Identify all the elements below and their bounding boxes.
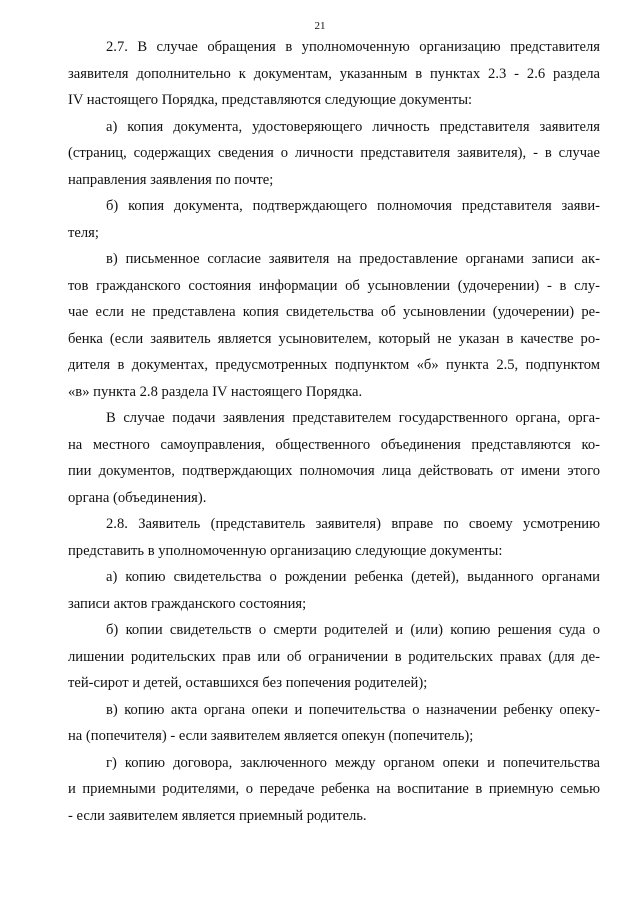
text-line: в) письменное согласие заявителя на предоставление органами записи ак- xyxy=(106,251,600,267)
paragraph-2-8-b xyxy=(68,617,600,697)
text-line: б) копия документа, подтверждающего полномочия представителя заяви- xyxy=(106,198,600,214)
text-line: органа (объединения). xyxy=(68,489,207,506)
text-line: в) копию акта органа опеки и попечительства о назначении ребенку опеку- xyxy=(106,701,600,718)
text-line: на местного самоуправления, общественного объединения представляются ко- xyxy=(68,436,600,453)
paragraph-2-7-b xyxy=(68,193,600,246)
text-line: В случае подачи заявления представителем государственного органа, орга- xyxy=(106,410,600,426)
text-line: заявителя дополнительно к документам, указанным в пунктах 2.3 - 2.6 раздела xyxy=(68,65,600,82)
document-body xyxy=(68,34,600,829)
text-line: направления заявления по почте; xyxy=(68,171,274,188)
text-line: б) копии свидетельств о смерти родителей и (или) копию решения суда о xyxy=(106,622,600,638)
text-line: (страниц, содержащих сведения о личности представителя заявителя), - в случае xyxy=(68,145,600,161)
text-line: записи актов гражданского состояния; xyxy=(68,595,307,612)
text-line: г) копию договора, заключенного между органом опеки и попечительства xyxy=(106,754,600,771)
text-line: и приемными родителями, о передаче ребенка на воспитание в приемную семью xyxy=(68,781,600,797)
text-line: - если заявителем является приемный родитель. xyxy=(68,807,367,824)
text-line: пии документов, подтверждающих полномочия лица действовать от имени этого xyxy=(68,463,600,479)
text-line: дителя в документах, предусмотренных подпунктом «б» пункта 2.5, подпунктом xyxy=(68,357,600,373)
text-line: IV настоящего Порядка, представляются следующие документы: xyxy=(68,92,473,108)
paragraph-state-body xyxy=(68,405,600,511)
paragraph-2-7 xyxy=(68,34,600,114)
text-line: чае если не представлена копия свидетельства об усыновлении (удочерении) ре- xyxy=(68,304,600,320)
text-line: представить в уполномоченную организацию следующие документы: xyxy=(68,542,503,559)
text-line: тей-сирот и детей, оставшихся без попечения родителей); xyxy=(68,675,428,691)
text-line: 2.8. Заявитель (представитель заявителя) вправе по своему усмотрению xyxy=(106,516,600,532)
text-line: а) копия документа, удостоверяющего личность представителя заявителя xyxy=(106,118,600,135)
text-line: тов гражданского состояния информации об усыновлении (удочерении) - в слу- xyxy=(68,277,600,294)
text-line: 2.7. В случае обращения в уполномоченную организацию представителя xyxy=(106,39,600,55)
page-number: 21 xyxy=(314,20,326,32)
paragraph-2-8-g xyxy=(68,750,600,830)
text-line: на (попечителя) - если заявителем является опекун (попечитель); xyxy=(68,728,474,744)
paragraph-2-7-v xyxy=(68,246,600,405)
paragraph-2-7-a xyxy=(68,114,600,194)
paragraph-2-8 xyxy=(68,511,600,564)
text-line: теля; xyxy=(68,224,99,241)
text-line: а) копию свидетельства о рождении ребенка (детей), выданного органами xyxy=(106,569,600,585)
paragraph-2-8-a xyxy=(68,564,600,617)
text-line: лишении родительских прав или об ограничении в родительских правах (для де- xyxy=(68,648,600,665)
paragraph-2-8-v xyxy=(68,697,600,750)
text-line: бенка (если заявитель является усыновителем, который не указан в качестве ро- xyxy=(68,330,600,347)
text-line: «в» пункта 2.8 раздела IV настоящего Порядка. xyxy=(68,383,363,400)
